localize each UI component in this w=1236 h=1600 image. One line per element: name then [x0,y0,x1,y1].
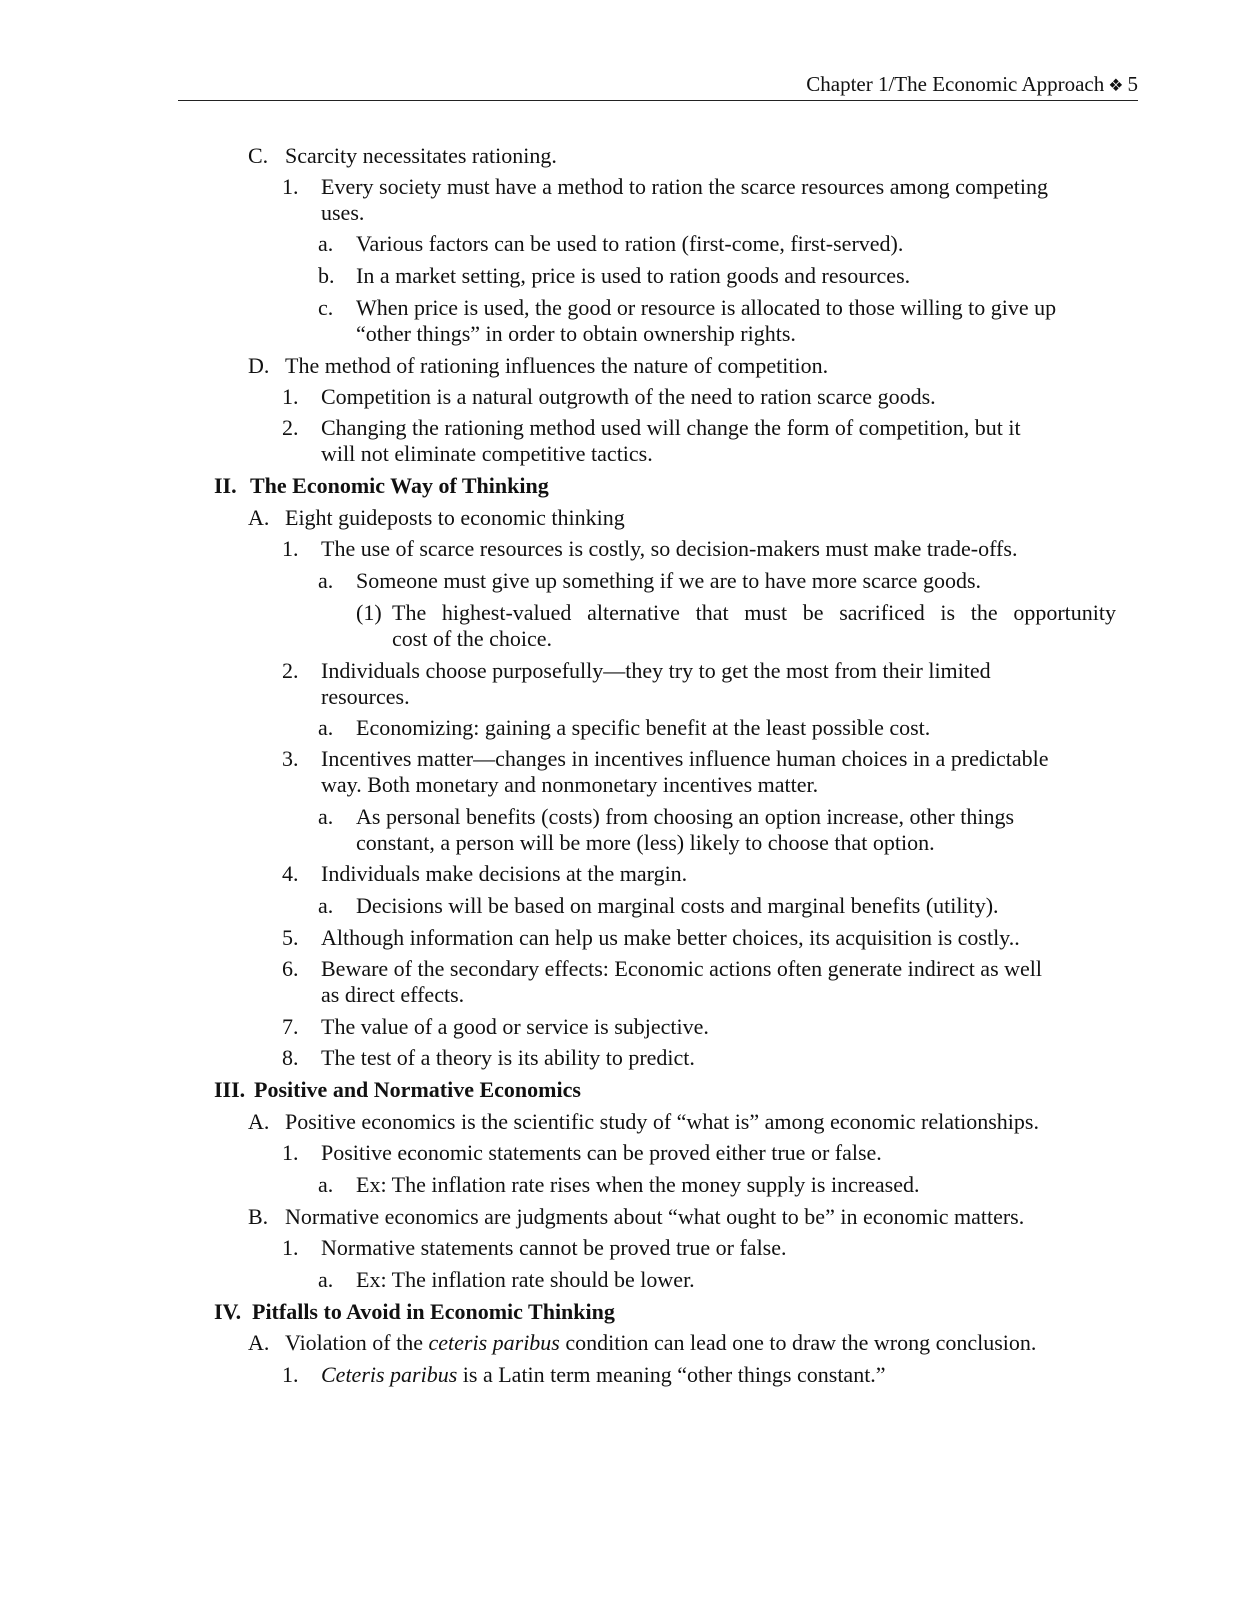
outline-text: Normative statements cannot be proved true or false. [321,1235,787,1260]
outline-text: The Economic Way of Thinking [250,473,549,498]
outline-marker: a. [318,804,334,829]
text-run: is a Latin term meaning “other things constant.” [457,1362,886,1387]
outline-marker: II. [214,473,237,498]
outline-text: constant, a person will be more (less) likely to choose that option. [356,830,935,855]
outline-text: Positive economic statements can be proved either true or false. [321,1140,882,1165]
outline-text: Eight guideposts to economic thinking [285,505,625,530]
outline-text: In a market setting, price is used to ration goods and resources. [356,263,911,288]
outline-marker: 1. [282,384,299,409]
outline-text: uses. [321,200,365,225]
outline-text: Scarcity necessitates rationing. [285,143,557,168]
outline-marker: 7. [282,1014,299,1039]
outline-marker: C. [248,143,269,168]
outline-text: When price is used, the good or resource is allocated to those willing to give up [356,295,1057,320]
outline-text: Normative economics are judgments about “what ought to be” in economic matters. [285,1204,1025,1229]
outline-text: Every society must have a method to ration the scarce resources among competing [321,174,1048,199]
outline-text: Positive economics is the scientific study of “what is” among economic relationships. [285,1109,1039,1134]
italic-term: Ceteris paribus [321,1362,458,1387]
outline-marker: 8. [282,1045,299,1070]
outline-marker: a. [318,893,334,918]
outline-marker: 1. [282,1235,299,1260]
outline-text: “other things” in order to obtain ownership rights. [356,321,796,346]
outline-marker: 4. [282,861,299,886]
outline-marker: 6. [282,956,299,981]
outline-text: Changing the rationing method used will change the form of competition, but it [321,415,1021,440]
outline-marker: 3. [282,746,299,771]
outline-text: Decisions will be based on marginal costs and marginal benefits (utility). [356,893,999,918]
outline-text: The use of scarce resources is costly, so decision-makers must make trade-offs. [321,536,1018,561]
outline-text [285,1330,1036,1356]
outline-text: The highest-valued alternative that must be sacrificed is the opportunity [392,600,1116,625]
outline-text: Individuals choose purposefully—they try to get the most from their limited [321,658,991,683]
outline-marker: (1) [356,600,382,625]
outline-marker: III. [214,1077,246,1102]
outline-marker: A. [248,1109,270,1134]
outline-marker: 5. [282,925,299,950]
outline-marker: b. [318,263,335,288]
outline-text: Various factors can be used to ration (first-come, first-served). [356,231,904,256]
outline-marker: A. [248,1330,270,1355]
text-run: Violation of the [285,1330,429,1355]
outline-marker: 2. [282,415,299,440]
outline-text: Individuals make decisions at the margin. [321,861,688,886]
outline-marker: A. [248,505,270,530]
outline-text: way. Both monetary and nonmonetary incentives matter. [321,772,819,797]
outline-marker: 2. [282,658,299,683]
outline-text: Incentives matter—changes in incentives influence human choices in a predictable [321,746,1049,771]
outline-marker: a. [318,231,334,256]
outline-text: cost of the choice. [392,626,553,651]
outline-text: Ex: The inflation rate rises when the money supply is increased. [356,1172,920,1197]
outline-text: Beware of the secondary effects: Economic actions often generate indirect as well [321,956,1043,981]
outline-text: The method of rationing influences the nature of competition. [285,353,829,378]
outline-marker: 1. [282,174,299,199]
outline-text: will not eliminate competitive tactics. [321,441,653,466]
outline-text: As personal benefits (costs) from choosing an option increase, other things [356,804,1015,829]
outline-marker: a. [318,1172,334,1197]
outline-marker: D. [248,353,270,378]
chapter-title: Chapter 1/The Economic Approach [806,72,1105,96]
running-head [806,72,1138,97]
four-diamond-ornament-icon: ❖ [1108,76,1124,95]
outline-text: Competition is a natural outgrowth of the need to ration scarce goods. [321,384,936,409]
outline-marker: IV. [214,1299,242,1324]
italic-term: ceteris paribus [428,1330,560,1355]
outline-marker: B. [248,1204,269,1229]
outline-text: Positive and Normative Economics [254,1077,581,1102]
outline-text: Economizing: gaining a specific benefit at the least possible cost. [356,715,931,740]
outline-text [321,1362,886,1388]
outline-marker: 1. [282,1362,299,1387]
outline-text: The value of a good or service is subjective. [321,1014,709,1039]
outline-text: resources. [321,684,410,709]
outline-marker: 1. [282,536,299,561]
page-number: 5 [1127,72,1138,96]
outline-marker: a. [318,1267,334,1292]
outline-marker: c. [318,295,334,320]
outline-text: as direct effects. [321,982,465,1007]
outline-text: Ex: The inflation rate should be lower. [356,1267,695,1292]
outline-text: Someone must give up something if we are to have more scarce goods. [356,568,982,593]
outline-text: The test of a theory is its ability to predict. [321,1045,695,1070]
outline-text: Although information can help us make better choices, its acquisition is costly.. [321,925,1020,950]
outline-marker: a. [318,568,334,593]
text-run: condition can lead one to draw the wrong conclusion. [559,1330,1037,1355]
outline-marker: 1. [282,1140,299,1165]
outline-marker: a. [318,715,334,740]
outline-text: Pitfalls to Avoid in Economic Thinking [252,1299,615,1324]
page-header [178,70,1138,101]
